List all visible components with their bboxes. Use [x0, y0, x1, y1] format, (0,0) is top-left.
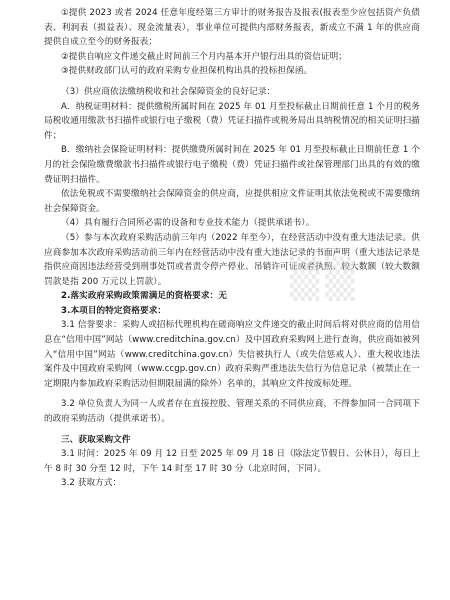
paragraph-guarantee-letter: ③提供财政部门认可的政府采购专业担保机构出具的投标担保函。 [61, 66, 313, 77]
paragraph-social-insurance-proof: B．缴纳社会保险证明材料：提供缴费所属时间在 2025 年 01 月至投标截止日期前任意 1 个月的社会保险缴费缴款书扫描件或银行电子缴税（费）凭证扫描件或社保管理部门出具的有效的缴费证明扫描件。 [44, 145, 420, 185]
paragraph-tax-social-heading: （3）供应商依法缴纳税收和社会保障资金的良好记录： [61, 86, 276, 97]
paragraph-obtain-method: 3.2 获取方式： [61, 478, 122, 489]
paragraph-same-person-restriction: 3.2 单位负责人为同一人或者存在直接控股、管理关系的不同供应商，不得参加同一合同项下的政府采购活动（提供承诺书）。 [44, 399, 420, 425]
paragraph-no-violation-record: （5）参与本次政府采购活动前三年内（2022 年至今），在经营活动中没有重大违法记录。供应商参加本次政府采购活动前三年内在经营活动中没有重大违法记录的书面声明（重大违法记录是指供应商因违法经营受到刑事处罚或者责令停产停业、吊销许可证或者执照、较大数额（较大数额罚款是指 200 万元以上罚款）。 [44, 232, 420, 287]
paragraph-tax-proof: A．纳税证明材料：提供缴税所属时间在 2025 年 01 月至投标截止日期前任意 1 个月的税务局税收通用缴款书扫描件或银行电子缴税（费）凭证扫描件或税务局出具纳税情况的相关证明扫描件； [44, 101, 420, 141]
heading-policy-requirements: 2.落实政府采购政策需满足的资格要求：无 [61, 291, 227, 302]
paragraph-equipment-capability: （4）具有履行合同所必需的设备和专业技术能力（提供承诺书）。 [61, 218, 315, 229]
paragraph-credit-requirement: 3.1 信誉要求：采购人或招标代理机构在磋商响应文件递交的截止时间后将对供应商的信用信息在“信用中国”网站（www.creditchina.gov.cn）及中国政府采购网上进行查询，供应商如被列入“信用中国”网站（www.creditchina.gov.cn）失信被执行人（或失信惩戒人）、重大税收违法案件及中国政府采购网（www.ccgp.gov.cn）政府采购严重违法失信行为信息记录（被禁止在一定期限内参加政府采购活动但期限届满的除外）名单的，其响应文件按废标处理。 [44, 320, 420, 389]
watermark-image: ▒▒ [290, 257, 361, 301]
heading-specific-requirements: 3.本项目的特定资格要求： [61, 305, 167, 316]
paragraph-obtain-time: 3.1 时间：2025 年 09 月 12 日至 2025 年 09 月 18 日（除法定节假日、公休日），每日上午 8 时 30 分至 12 时，下午 14 时至 17 时 30 分（北京时间，下同）。 [44, 449, 420, 474]
heading-obtain-documents: 三、获取采购文件 [61, 434, 131, 445]
paragraph-tax-exempt: 依法免税或不需要缴纳社会保障资金的供应商，应提供相应文件证明其依法免税或不需要缴纳社会保障资金。 [44, 189, 420, 214]
paragraph-bank-credit: ②提供自响应文件递交截止时间前三个月内基本开户银行出具的资信证明； [61, 51, 348, 62]
paragraph-financial-report: ①提供 2023 或者 2024 任意年度经第三方审计的财务报告及报表(报表至少应包括资产负债表、利润表（损益表）、现金流量表），事业单位可提供内部财务报表，新成立不满 1 年的供应商提供自成立至今的财务报表； [44, 8, 420, 48]
